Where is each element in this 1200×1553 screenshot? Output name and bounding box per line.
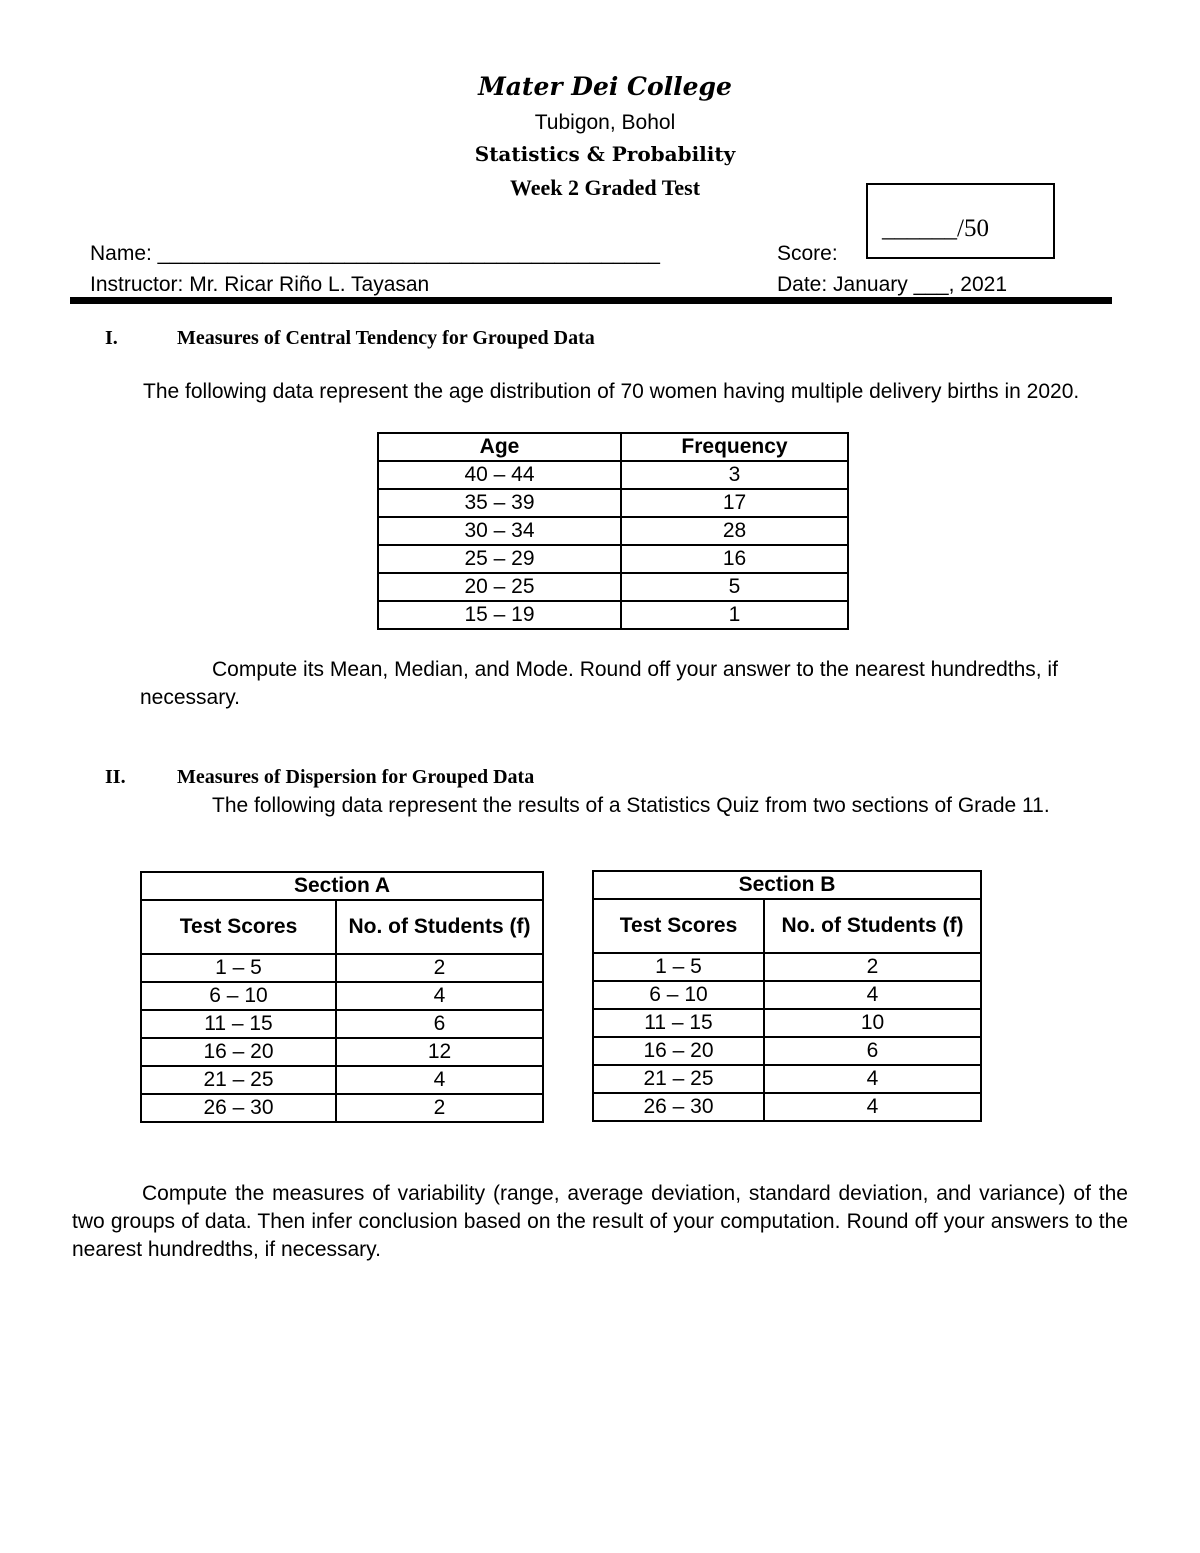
frequency-cell: 5 xyxy=(621,573,848,601)
count-cell: 6 xyxy=(764,1037,981,1065)
age-cell: 40 – 44 xyxy=(378,461,621,489)
section-a-table xyxy=(140,871,544,1123)
score-cell: 11 – 15 xyxy=(141,1010,336,1038)
score-box xyxy=(866,183,1055,259)
table-row xyxy=(141,982,543,1010)
count-cell: 12 xyxy=(336,1038,543,1066)
instructor-label: Instructor: Mr. Ricar Riño L. Tayasan xyxy=(90,273,430,296)
age-cell: 20 – 25 xyxy=(378,573,621,601)
name-field: Name: ___________________________________________ xyxy=(90,242,660,265)
score-cell: 26 – 30 xyxy=(593,1093,764,1121)
table-row xyxy=(141,1066,543,1094)
section2-number: II. xyxy=(105,766,126,788)
count-cell: 4 xyxy=(764,981,981,1009)
frequency-cell: 17 xyxy=(621,489,848,517)
header-test-scores: Test Scores xyxy=(141,900,336,954)
table-row xyxy=(593,1093,981,1121)
header-age: Age xyxy=(378,433,621,461)
test-title: Week 2 Graded Test xyxy=(509,175,701,200)
table-row xyxy=(378,545,848,573)
age-cell: 15 – 19 xyxy=(378,601,621,629)
section1-instruction: Compute its Mean, Median, and Mode. Round off your answer to the nearest hundredths, if necessary. xyxy=(140,658,1058,709)
score-cell: 6 – 10 xyxy=(141,982,336,1010)
college-name: Mater Dei College xyxy=(478,72,732,101)
section-b-title: Section B xyxy=(593,871,981,899)
score-value: ______/50 xyxy=(882,215,989,242)
frequency-cell: 3 xyxy=(621,461,848,489)
table-row xyxy=(378,601,848,629)
table-row xyxy=(141,954,543,982)
section2-intro: The following data represent the results of a Statistics Quiz from two sections of Grade 11. xyxy=(212,794,1050,817)
score-cell: 21 – 25 xyxy=(593,1065,764,1093)
age-frequency-table xyxy=(377,432,849,630)
section-b-table xyxy=(592,870,982,1122)
count-cell: 4 xyxy=(764,1093,981,1121)
header-divider xyxy=(70,297,1112,304)
count-cell: 4 xyxy=(336,982,543,1010)
table-row xyxy=(378,573,848,601)
score-cell: 26 – 30 xyxy=(141,1094,336,1122)
count-cell: 4 xyxy=(336,1066,543,1094)
count-cell: 4 xyxy=(764,1065,981,1093)
table-row xyxy=(141,1038,543,1066)
count-cell: 2 xyxy=(336,1094,543,1122)
score-label: Score: xyxy=(777,242,838,265)
score-cell: 1 – 5 xyxy=(593,953,764,981)
table-row xyxy=(141,1094,543,1122)
age-cell: 30 – 34 xyxy=(378,517,621,545)
age-cell: 25 – 29 xyxy=(378,545,621,573)
header-test-scores: Test Scores xyxy=(593,899,764,953)
table-row xyxy=(141,1010,543,1038)
score-cell: 16 – 20 xyxy=(593,1037,764,1065)
table-row xyxy=(593,981,981,1009)
header-students: No. of Students (f) xyxy=(336,900,543,954)
count-cell: 6 xyxy=(336,1010,543,1038)
score-cell: 16 – 20 xyxy=(141,1038,336,1066)
table-row xyxy=(378,517,848,545)
table-row xyxy=(378,461,848,489)
date-label: Date: January ___, 2021 xyxy=(777,273,1007,296)
age-cell: 35 – 39 xyxy=(378,489,621,517)
section-a-title: Section A xyxy=(141,872,543,900)
header-frequency: Frequency xyxy=(621,433,848,461)
table-row xyxy=(593,953,981,981)
header-students: No. of Students (f) xyxy=(764,899,981,953)
section1-title: Measures of Central Tendency for Grouped Data xyxy=(177,327,595,349)
section1-intro: The following data represent the age distribution of 70 women having multiple delivery births in 2020. xyxy=(143,380,1080,403)
section2-instruction: Compute the measures of variability (range, average deviation, standard deviation, and variance) of the two groups of data. Then infer conclusion based on the result of your computation. Round off your answers to the nearest hundredths, if necessary. xyxy=(72,1182,1128,1261)
frequency-cell: 28 xyxy=(621,517,848,545)
table-row xyxy=(593,1065,981,1093)
frequency-cell: 16 xyxy=(621,545,848,573)
score-cell: 11 – 15 xyxy=(593,1009,764,1037)
count-cell: 2 xyxy=(764,953,981,981)
table-row xyxy=(593,1037,981,1065)
frequency-cell: 1 xyxy=(621,601,848,629)
score-cell: 6 – 10 xyxy=(593,981,764,1009)
score-cell: 21 – 25 xyxy=(141,1066,336,1094)
count-cell: 10 xyxy=(764,1009,981,1037)
section2-title: Measures of Dispersion for Grouped Data xyxy=(177,766,535,788)
subject-title: Statistics & Probability xyxy=(474,142,736,166)
count-cell: 2 xyxy=(336,954,543,982)
section1-number: I. xyxy=(105,327,118,349)
table-row xyxy=(378,489,848,517)
college-location: Tubigon, Bohol xyxy=(534,111,676,134)
score-cell: 1 – 5 xyxy=(141,954,336,982)
table-row xyxy=(593,1009,981,1037)
